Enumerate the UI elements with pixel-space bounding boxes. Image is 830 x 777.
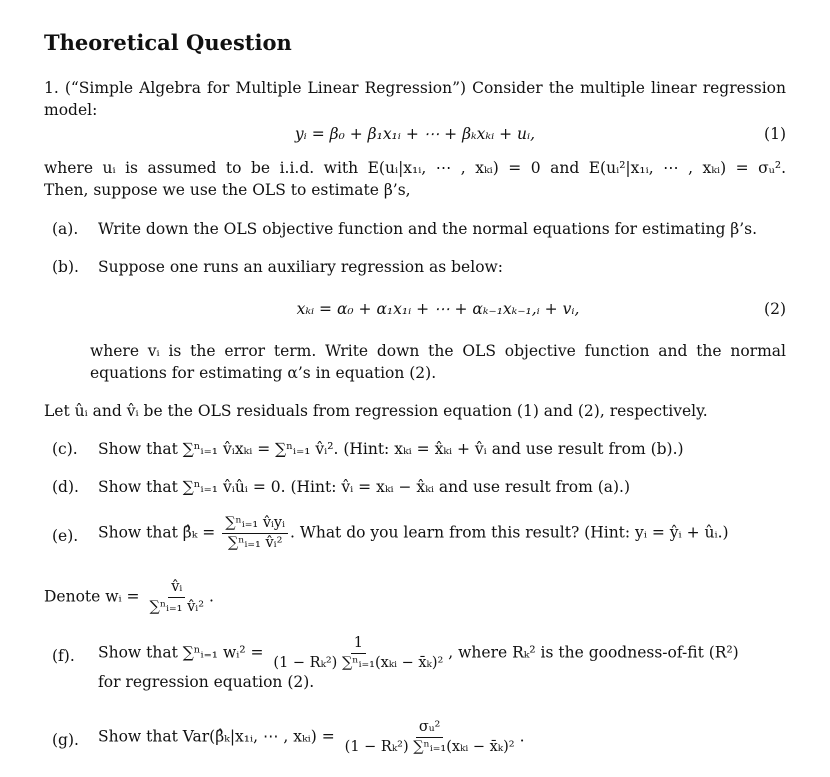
assumption-line1: where uᵢ is assumed to be i.i.d. with E(uᵢ|x₁ᵢ, ⋯ , xₖᵢ) = 0 and E(uᵢ²|x₁ᵢ, ⋯ , xₖᵢ) = σᵤ². <box>44 159 786 177</box>
assumption-line2: Then, suppose we use the OLS to estimate β’s, <box>44 181 411 199</box>
item-e-prefix: Show that β̂ₖ = <box>98 523 216 542</box>
item-d-text: Show that ∑ⁿᵢ₌₁ v̂ᵢûᵢ = 0. (Hint: v̂ᵢ = xₖᵢ − x̂ₖᵢ and use result from (a).) <box>98 478 631 496</box>
question-intro-line2: model: <box>44 101 98 119</box>
item-b-label: (b). <box>52 258 79 276</box>
item-f <box>52 634 786 693</box>
weight-numerator: v̂ᵢ <box>168 578 185 598</box>
equation-1-formula: yᵢ = β₀ + β₁x₁ᵢ + ⋯ + βₖxₖᵢ + uᵢ, <box>294 125 536 143</box>
item-f-label: (f). <box>52 647 75 665</box>
item-e-denominator: ∑ⁿᵢ₌₁ v̂ᵢ² <box>227 535 283 551</box>
item-e-suffix: . What do you learn from this result? (Hint: yᵢ = ŷᵢ + ûᵢ.) <box>290 523 729 542</box>
weight-definition-suffix: . <box>209 587 214 606</box>
item-f-prefix: Show that ∑ⁿᵢ₌₁ wᵢ² = <box>98 643 264 662</box>
item-g-text <box>98 718 786 757</box>
weight-denominator: ∑ⁿᵢ₌₁ v̂ᵢ² <box>149 599 205 615</box>
item-e-fraction <box>222 514 288 553</box>
item-e-label: (e). <box>52 527 79 545</box>
equation-2-number: (2) <box>764 300 786 318</box>
error-term-paragraph <box>90 340 786 384</box>
question-intro-line1: (“Simple Algebra for Multiple Linear Regression”) Consider the multiple linear regression <box>64 79 786 97</box>
equation-2-formula: xₖᵢ = α₀ + α₁x₁ᵢ + ⋯ + αₖ₋₁xₖ₋₁,ᵢ + vᵢ, <box>296 300 580 318</box>
equation-1-number: (1) <box>764 125 786 143</box>
item-f-text <box>98 634 786 673</box>
residuals-statement: Let ûᵢ and v̂ᵢ be the OLS residuals from regression equation (1) and (2), respectively. <box>44 402 708 420</box>
item-g-prefix: Show that Var(β̂ₖ|x₁ᵢ, ⋯ , xₖᵢ) = <box>98 727 335 746</box>
item-e <box>52 514 786 553</box>
equation-1 <box>44 123 786 147</box>
item-f-suffix: , where Rₖ² is the goodness-of-fit (R²) <box>448 643 739 662</box>
item-g-label: (g). <box>52 731 79 749</box>
question-number: 1. <box>44 79 59 97</box>
item-f-numerator: 1 <box>351 634 366 654</box>
item-g-suffix: . <box>519 727 525 746</box>
item-e-text <box>98 514 786 553</box>
item-a-text: Write down the OLS objective function and the normal equations for estimating β’s. <box>98 220 758 238</box>
item-d <box>52 476 786 498</box>
item-g-fraction <box>342 718 518 757</box>
item-f-fraction <box>270 634 446 673</box>
item-f-line2: for regression equation (2). <box>98 673 315 691</box>
item-a <box>52 218 786 240</box>
item-b <box>52 256 786 278</box>
equation-2 <box>44 298 786 322</box>
section-title: Theoretical Question <box>44 30 292 55</box>
item-c-text: Show that ∑ⁿᵢ₌₁ v̂ᵢxₖᵢ = ∑ⁿᵢ₌₁ v̂ᵢ². (Hint: xₖᵢ = x̂ₖᵢ + v̂ᵢ and use result from (b).) <box>98 440 684 458</box>
item-b-text: Suppose one runs an auxiliary regression as below: <box>98 258 504 276</box>
error-term-line1: where vᵢ is the error term. Write down the OLS objective function and the normal <box>90 342 786 360</box>
item-g-denominator: (1 − Rₖ²) ∑ⁿᵢ₌₁(xₖᵢ − x̄ₖ)² <box>344 739 515 755</box>
weight-definition-prefix: Denote wᵢ = <box>44 587 140 606</box>
item-d-label: (d). <box>52 478 79 496</box>
assumption-paragraph <box>44 157 786 201</box>
item-e-numerator: ∑ⁿᵢ₌₁ v̂ᵢyᵢ <box>222 514 288 534</box>
item-c-label: (c). <box>52 440 78 458</box>
item-g <box>52 718 786 757</box>
weight-fraction <box>146 578 207 617</box>
item-f-denominator: (1 − Rₖ²) ∑ⁿᵢ₌₁(xₖᵢ − x̄ₖ)² <box>273 655 444 671</box>
question-intro <box>44 77 786 121</box>
item-g-numerator: σᵤ² <box>416 718 444 738</box>
error-term-line2: equations for estimating α’s in equation (2). <box>90 364 437 382</box>
item-c <box>52 438 786 460</box>
weight-definition <box>44 578 786 617</box>
item-a-label: (a). <box>52 220 79 238</box>
